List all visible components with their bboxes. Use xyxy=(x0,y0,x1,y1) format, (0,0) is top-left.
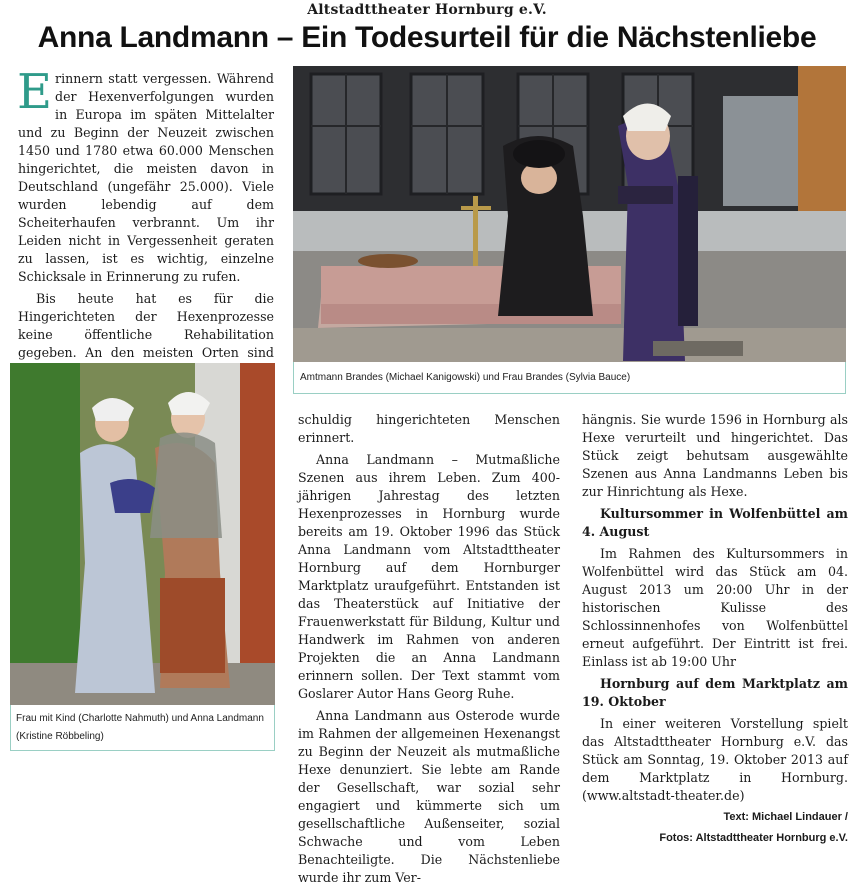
paragraph-rehabilitation: Bis heute hat es für die Hingerichteten der Hexenprozesse keine öffentliche Rehabilitation gegeben. An den meisten Orten sind xyxy=(18,291,274,360)
paragraph-wolfenbuettel: Im Rahmen des Kultursommers in Wolfenbüttel wird das Stück am 04. August 2013 um 20:00 Uhr in der historischen Kulisse des Schlossinnenhofes von Wolfenbüttel erneut aufgeführt. Der Eintritt ist frei. Einlass ist ab 19:00 Uhr xyxy=(582,546,848,669)
article-column-3 xyxy=(582,411,848,847)
paragraph-anna-landmann: Anna Landmann aus Osterode wurde im Rahmen der allgemeinen Hexenangst zu Beginn der Neuzeit als mutmaßliche Hexe denunziert. Sie lebte am Rande der Gesellschaft, war sozial sehr engagiert und kümmerte sich um gesellschaftliche Außenseiter, sozial Schwache und vom Leben Benachteiligte. Die Nächstenliebe wurde ihr zum Ver- xyxy=(298,708,560,885)
credit-photos: Fotos: Altstadttheater Hornburg e.V. xyxy=(659,832,848,844)
subhead-wolfenbuettel: Kultursommer in Wolfenbüttel am 4. August xyxy=(582,506,848,539)
caption-main: Amtmann Brandes (Michael Kanigowski) und Frau Brandes (Sylvia Bauce) xyxy=(300,372,631,383)
caption-left-line-2: (Kristine Röbbeling) xyxy=(16,731,104,742)
photo-woman-with-child xyxy=(10,363,275,705)
subhead-marktplatz: Hornburg auf dem Marktplatz am 19. Oktober xyxy=(582,676,848,709)
credit-text: Text: Michael Lindauer / xyxy=(723,811,848,823)
caption-frame-left xyxy=(10,705,275,751)
article-column-2 xyxy=(298,411,560,887)
drop-cap: E xyxy=(17,64,53,120)
paragraph-intro xyxy=(17,64,274,286)
paragraph-premiere: Anna Landmann – Mutmaßliche Szenen aus ihrem Leben. Zum 400-jährigen Jahrestag des letzten Hexenprozesses in Hornburg wurde bereits am 19. Oktober 1996 das Stück Anna Landmann vom Altstadttheater Hornburg auf dem Hornburger Marktplatz uraufgeführt. Entstanden ist das Theaterstück auf Initiative der Frauenwerkstatt für Bildung, Kultur und Handwerk im Rahmen von anderen Projekten die an Anna Landmann erinnern sollen. Der Text stammt vom Goslarer Autor Hans Georg Ruhe. xyxy=(298,452,560,701)
headline: Anna Landmann – Ein Todesurteil für die Nächstenliebe xyxy=(37,21,817,54)
caption-left-line-1: Frau mit Kind (Charlotte Nahmuth) und Anna Landmann xyxy=(16,713,264,724)
paragraph-verdict: hängnis. Sie wurde 1596 in Hornburg als Hexe verurteilt und hingerichtet. Das Stück zeigt behutsam ausgewählte Szenen aus Anna Landmanns Leben bis zur Hinrichtung als Hexe. xyxy=(582,412,848,499)
paragraph-intro-text: rinnern statt vergessen. Während der Hexenverfolgungen wurden in Europa im späten Mittelalter und zu Beginn der Neuzeit zwischen 1450 und 1780 etwa 60.000 Menschen hingerichtet, die meisten davon in Deutschland (ungefähr 25.000). Viele wurden lebendig auf dem Scheiterhaufen verbrannt. Um ihr Leiden nicht in Vergessenheit geraten zu lassen, ist es wichtig, einzelne Schicksale in Erinnerung zu rufen. xyxy=(18,71,274,284)
paragraph-continuation: schuldig hingerichteten Menschen erinnert. xyxy=(298,412,560,445)
paragraph-marktplatz: In einer weiteren Vorstellung spielt das Altstadttheater Hornburg e.V. das Stück am Sonntag, 19. Oktober 2013 auf dem Marktplatz in Hornburg. (www.altstadt-theater.de) xyxy=(582,716,848,803)
kicker: Altstadttheater Hornburg e.V. xyxy=(307,2,547,18)
photo-court-scene xyxy=(293,66,846,362)
